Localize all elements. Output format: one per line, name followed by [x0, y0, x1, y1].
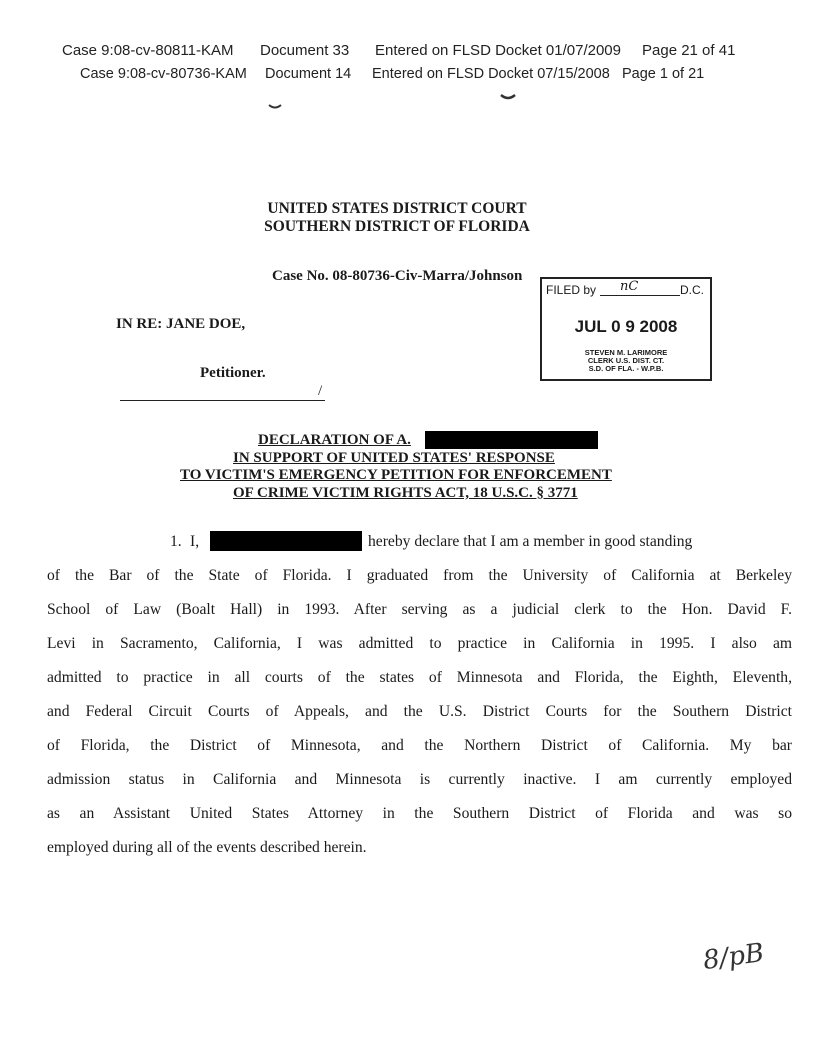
header-entered-1: Entered on FLSD Docket 01/07/2009 — [375, 42, 621, 59]
stamp-rule — [600, 295, 680, 296]
header-document-1: Document 33 — [260, 42, 350, 59]
body-last-line: employed during all of the events described herein. — [47, 839, 367, 856]
redaction-box — [210, 531, 362, 551]
filed-stamp — [540, 277, 712, 381]
header-page-1: Page 21 of 41 — [642, 42, 736, 59]
body-line: School of Law (Boalt Hall) in 1993. After serving as a judicial clerk to the Hon. David F. — [47, 601, 792, 618]
court-name: UNITED STATES DISTRICT COURT — [267, 200, 527, 217]
body-line: admitted to practice in all courts of the states of Minnesota and Florida, the Eighth, Eleventh, — [47, 669, 792, 686]
body-line: Levi in Sacramento, California, I was admitted to practice in California in 1995. I also am — [47, 635, 792, 652]
body-first-suffix: hereby declare that I am a member in good standing — [368, 533, 693, 550]
header-case-1: Case 9:08-cv-80811-KAM — [62, 42, 234, 59]
body-line: admission status in California and Minnesota is currently inactive. I am currently employed — [47, 771, 792, 788]
handwritten-initials: 8/pB — [701, 937, 766, 977]
stamp-filed-by: FILED by — [546, 283, 597, 297]
title-line-1: DECLARATION OF A. — [258, 432, 411, 448]
stamp-date: JUL 0 9 2008 — [574, 317, 678, 336]
stamp-clerk-3: S.D. OF FLA. - W.P.B. — [588, 364, 664, 373]
stamp-initials: nC — [620, 279, 639, 294]
caption-petitioner: Petitioner. — [200, 365, 266, 381]
redaction-box — [425, 431, 598, 449]
body-line: of the Bar of the State of Florida. I graduated from the University of California at Berkeley — [47, 567, 792, 584]
body-line: as an Assistant United States Attorney in the Southern District of Florida and was so — [47, 805, 792, 822]
caption-rule — [120, 400, 325, 401]
body-line: of Florida, the District of Minnesota, and the Northern District of California. My bar — [47, 737, 792, 754]
title-line-4: OF CRIME VICTIM RIGHTS ACT, 18 U.S.C. § 3771 — [233, 485, 578, 501]
header-entered-2: Entered on FLSD Docket 07/15/2008 — [372, 66, 610, 82]
punch-mark-icon — [500, 94, 516, 100]
stamp-clerk-2: CLERK U.S. DIST. CT. — [587, 356, 665, 365]
title-line-2: IN SUPPORT OF UNITED STATES' RESPONSE — [233, 450, 555, 466]
punch-mark-icon — [268, 104, 282, 110]
header-document-2: Document 14 — [265, 66, 352, 82]
body-line: and Federal Circuit Courts of Appeals, and the U.S. District Courts for the Southern District — [47, 703, 792, 720]
court-district: SOUTHERN DISTRICT OF FLORIDA — [264, 218, 530, 235]
stamp-clerk-1: STEVEN M. LARIMORE — [584, 348, 668, 357]
stamp-dc: D.C. — [680, 283, 704, 297]
caption-in-re: IN RE: JANE DOE, — [116, 316, 246, 332]
body-first-prefix: I, — [190, 533, 200, 550]
title-line-3: TO VICTIM'S EMERGENCY PETITION FOR ENFORCEMENT — [180, 467, 612, 483]
paragraph-number: 1. — [170, 533, 182, 550]
header-case-2: Case 9:08-cv-80736-KAM — [80, 66, 247, 82]
caption-slash: / — [318, 383, 323, 399]
header-page-2: Page 1 of 21 — [622, 66, 705, 82]
case-number: Case No. 08-80736-Civ-Marra/Johnson — [272, 268, 523, 284]
